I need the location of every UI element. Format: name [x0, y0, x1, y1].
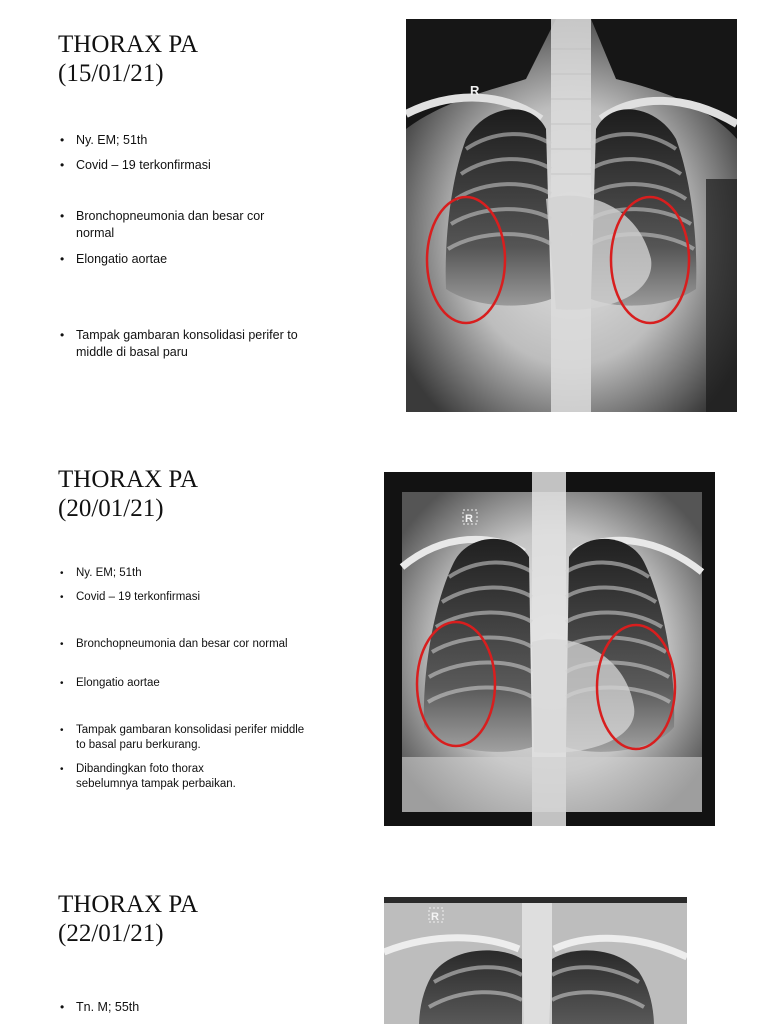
bullet-item: • Tn. M; 55th: [58, 999, 139, 1016]
chest-xray-image: [384, 472, 715, 826]
bullet-item: • Tampak gambaran konsolidasi perifer middle to basal paru berkurang.: [58, 723, 311, 753]
title-line-1: THORAX PA: [58, 466, 199, 493]
side-marker: R: [431, 911, 439, 923]
bullet-item: • Bronchopneumonia dan besar cor normal: [58, 208, 303, 242]
title-line-2: (20/01/21): [58, 495, 164, 522]
bullet-item: • Dibandingkan foto thorax sebelumnya tampak perbaikan.: [58, 762, 261, 792]
side-marker: R: [465, 513, 473, 525]
side-marker: R: [470, 83, 480, 98]
bullet-item: • Bronchopneumonia dan besar cor normal: [58, 637, 301, 652]
title-line-2: (15/01/21): [58, 60, 164, 87]
slide-title: [58, 465, 198, 523]
slide-3: [0, 880, 768, 1024]
bullet-item: • Ny. EM; 51th: [58, 566, 142, 581]
slide-title: [58, 890, 198, 948]
slide-1: [0, 0, 768, 440]
slide-title: [58, 30, 198, 88]
title-line-2: (22/01/21): [58, 920, 164, 947]
bullet-item: • Covid – 19 terkonfirmasi: [58, 590, 200, 605]
slide-2: [0, 440, 768, 880]
bullet-item: • Elongatio aortae: [58, 251, 167, 268]
bullet-item: • Tampak gambaran konsolidasi perifer to middle di basal paru: [58, 327, 303, 361]
title-line-1: THORAX PA: [58, 891, 199, 918]
bullet-item: • Covid – 19 terkonfirmasi: [58, 157, 211, 174]
chest-xray-image: [406, 19, 737, 412]
bullet-item: • Ny. EM; 51th: [58, 132, 147, 149]
title-line-1: THORAX PA: [58, 31, 199, 58]
chest-xray-image: [384, 897, 687, 1024]
bullet-item: • Elongatio aortae: [58, 676, 160, 691]
